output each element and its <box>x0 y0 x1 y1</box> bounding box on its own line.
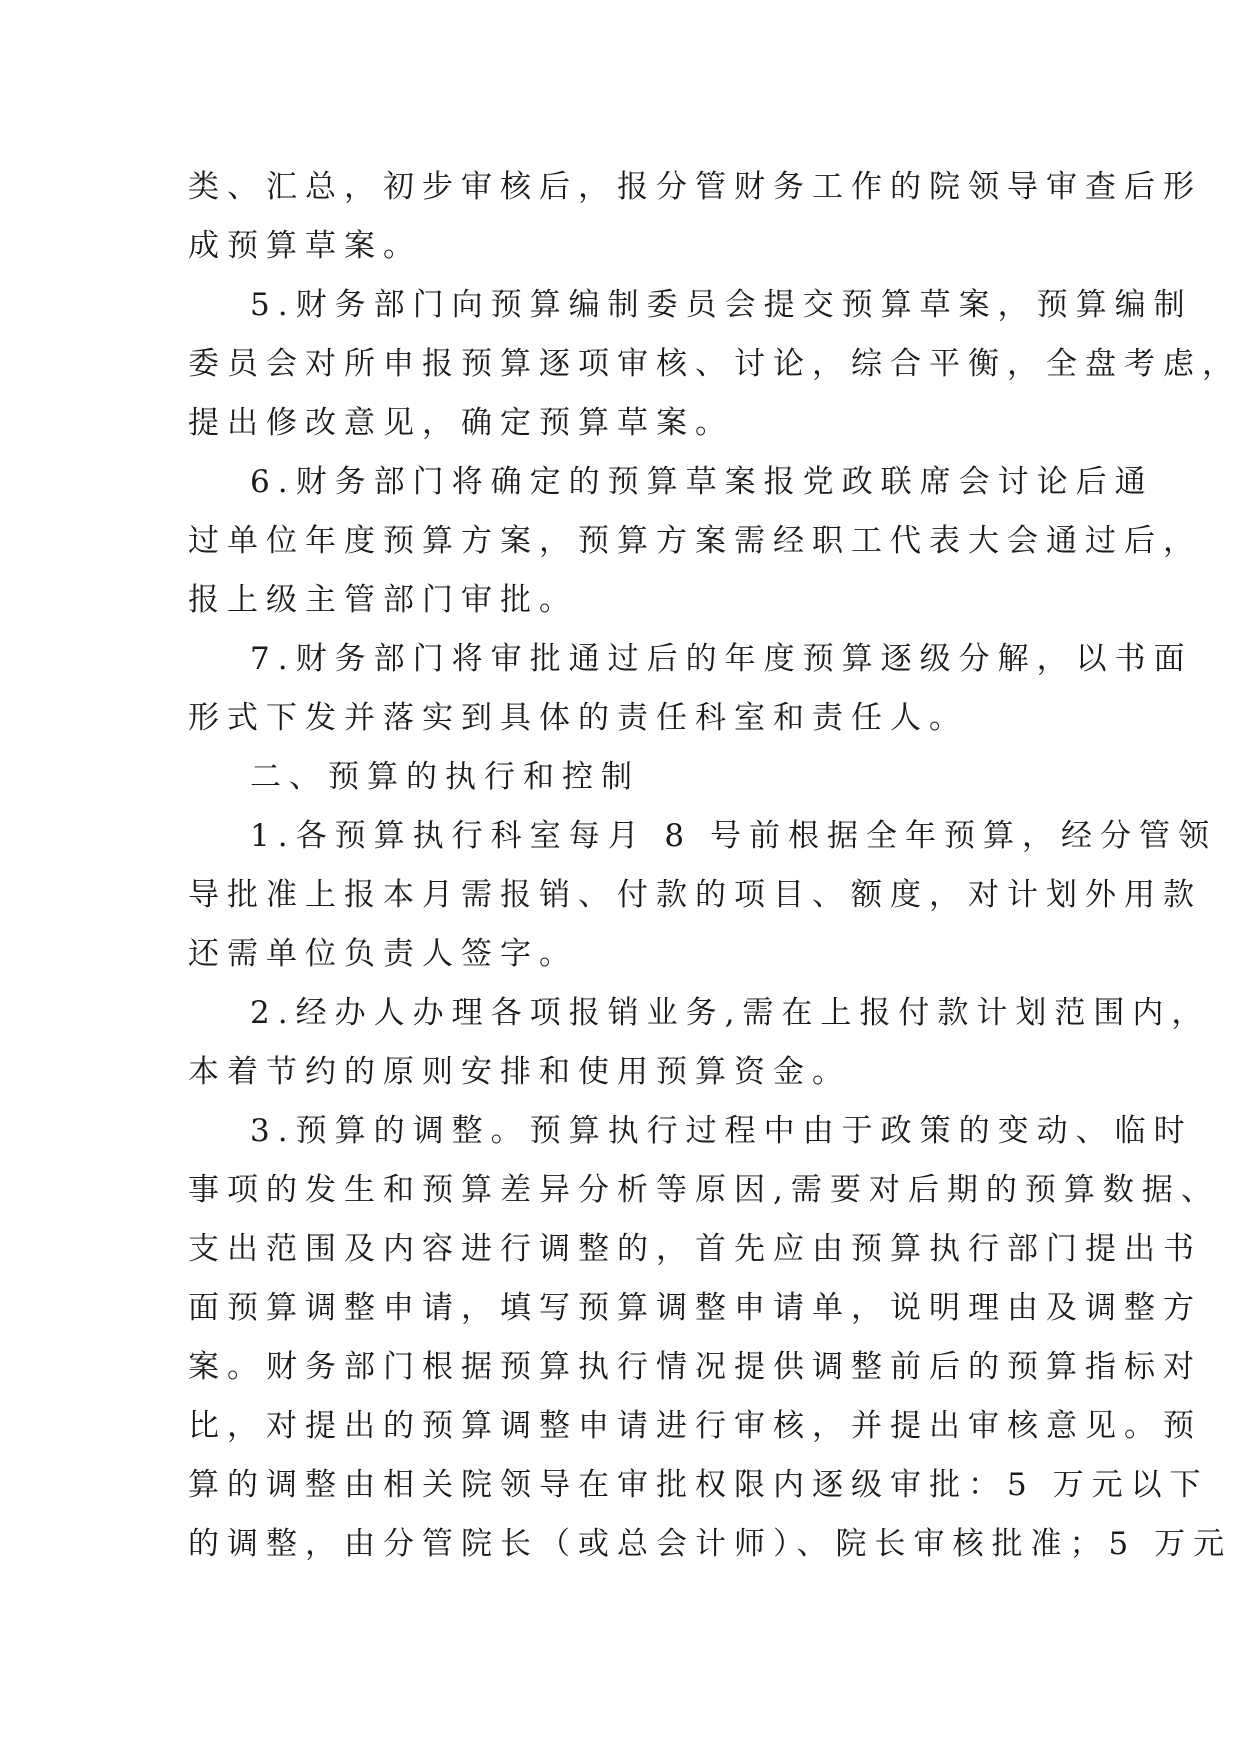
text-line: 类、汇总，初步审核后，报分管财务工作的院领导审查后形 <box>188 169 1202 205</box>
section-heading: 二、预算的执行和控制 <box>250 759 640 795</box>
text-line: 支出范围及内容进行调整的，首先应由预算执行部门提出书 <box>188 1231 1202 1267</box>
text-line: 成预算草案。 <box>188 228 422 264</box>
paragraph-start-5: 5.财务部门向预算编制委员会提交预算草案，预算编制 <box>250 287 1193 323</box>
text-line: 提出修改意见，确定预算草案。 <box>188 405 734 441</box>
paragraph-start-7: 7.财务部门将审批通过后的年度预算逐级分解，以书面 <box>250 641 1193 677</box>
paragraph-start-1: 1.各预算执行科室每月 8 号前根据全年预算，经分管领 <box>250 818 1218 854</box>
text-line: 事项的发生和预算差异分析等原因,需要对后期的预算数据、 <box>188 1172 1220 1208</box>
text-line: 案。财务部门根据预算执行情况提供调整前后的预算指标对 <box>188 1349 1202 1385</box>
text-line: 本着节约的原则安排和使用预算资金。 <box>188 1054 851 1090</box>
paragraph-start-3: 3.预算的调整。预算执行过程中由于政策的变动、临时 <box>250 1113 1193 1149</box>
text-line: 委员会对所申报预算逐项审核、讨论，综合平衡，全盘考虑， <box>188 346 1241 382</box>
text-line: 的调整，由分管院长（或总会计师）、院长审核批准；5 万元 <box>188 1526 1233 1562</box>
text-line: 算的调整由相关院领导在审批权限内逐级审批：5 万元以下 <box>188 1467 1209 1503</box>
paragraph-start-2: 2.经办人办理各项报销业务,需在上报付款计划范围内， <box>250 995 1211 1031</box>
text-line: 导批准上报本月需报销、付款的项目、额度，对计划外用款 <box>188 877 1202 913</box>
text-line: 形式下发并落实到具体的责任科室和责任人。 <box>188 700 968 736</box>
text-line: 比，对提出的预算调整申请进行审核，并提出审核意见。预 <box>188 1408 1202 1444</box>
text-line: 报上级主管部门审批。 <box>188 582 578 618</box>
document-body <box>188 158 1241 1574</box>
text-line: 还需单位负责人签字。 <box>188 936 578 972</box>
text-line: 过单位年度预算方案，预算方案需经职工代表大会通过后， <box>188 523 1202 559</box>
paragraph-start-6: 6.财务部门将确定的预算草案报党政联席会讨论后通 <box>250 464 1154 500</box>
text-line: 面预算调整申请，填写预算调整申请单，说明理由及调整方 <box>188 1290 1202 1326</box>
